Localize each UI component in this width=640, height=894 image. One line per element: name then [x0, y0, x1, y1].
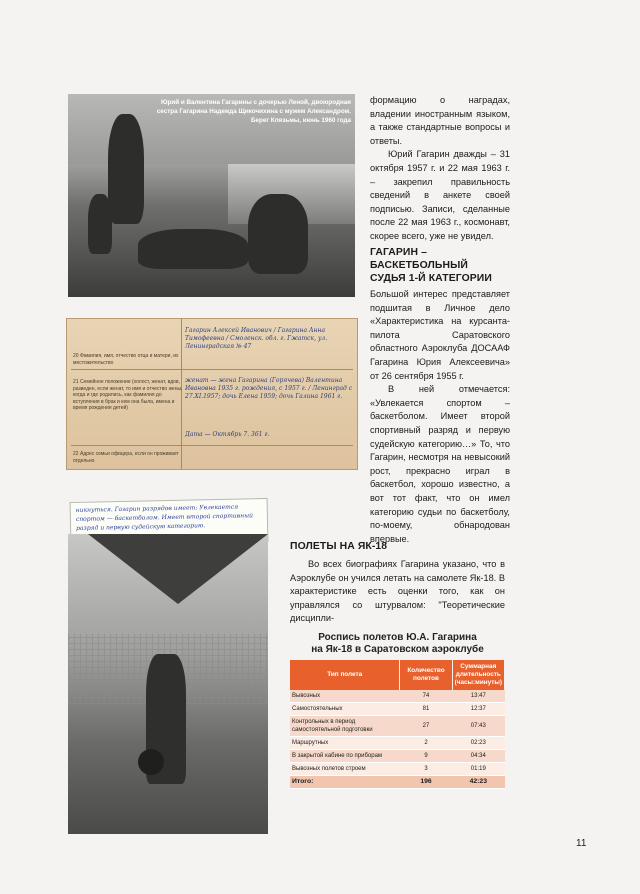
- cell: 9: [400, 750, 452, 763]
- table-title: [290, 632, 505, 656]
- cell: Маршрутных: [290, 737, 400, 750]
- cell: 13:47: [452, 690, 504, 703]
- doc-handwriting: Гагарин Алексей Иванович / Гагарина Анна Тимофеевна / Смоленск. обл. г. Гжатск, ул. Ленинградская № 47: [185, 327, 328, 350]
- cell: 27: [400, 716, 452, 737]
- column-header: Количество полетов: [400, 660, 452, 690]
- cell: Контрольных в период самостоятельной подготовки: [290, 716, 400, 737]
- text-block-intro: [370, 94, 510, 244]
- cell: 01:19: [452, 763, 504, 776]
- photo-caption: Юрий и Валентина Гагарины с дочерью Леной, двоюродная сестра Гагарина Надежда Щикочихина с мужем Александром. Берег Клязьмы, июнь 1960 года: [156, 99, 351, 124]
- text-block-basketball: [370, 288, 510, 546]
- paragraph: формацию о наградах, владении иностранным языком, а также стандартные вопросы и ответы.: [370, 95, 510, 146]
- cell: 3: [400, 763, 452, 776]
- doc-rule: [71, 445, 353, 446]
- section-heading-yak18: ПОЛЕТЫ НА ЯК-18: [290, 541, 388, 552]
- handwritten-note: никнуться. Гагарин разрядов имеет: Увлекается спортом — баскетболом. Имеет второй спортивный разряд и первую судейскую категорию.: [70, 498, 269, 546]
- table-title-line: Роспись полетов Ю.А. Гагарина: [318, 632, 477, 643]
- doc-label: 20 Фамилия, имя, отчество отца и матери, их местожительство: [73, 353, 179, 366]
- basketball-photo: [68, 534, 268, 834]
- doc-label: 22 Адрес семьи офицера, если он проживает отдельно: [73, 451, 179, 464]
- doc-handwriting: Дата — Октябрь 7. 361 г.: [185, 431, 270, 438]
- heading-line: БАСКЕТБОЛЬНЫЙ: [370, 260, 468, 271]
- table-row: [290, 750, 505, 763]
- cell: Вывозных полетов строем: [290, 763, 400, 776]
- photo-ball: [138, 749, 164, 775]
- table-row: [290, 737, 505, 750]
- table-title-line: на Як-18 в Саратовском аэроклубе: [311, 644, 484, 655]
- page-number: 11: [576, 838, 587, 849]
- photo-figure-woman: [108, 114, 144, 224]
- cell: 02:23: [452, 737, 504, 750]
- doc-rule: [71, 369, 353, 370]
- table-row: [290, 703, 505, 716]
- photo-figure-man-lying: [138, 229, 248, 269]
- doc-handwriting: женат — жена Гагарина (Горячева) Валентина Ивановна 1935 г. рождения, с 1957 г. / Ленинград с 27.XI.1957; дочь Елена 1959; дочь Галина 1961 г.: [185, 377, 353, 400]
- table-row: [290, 763, 505, 776]
- cell: Итого:: [290, 776, 400, 789]
- family-photo: [68, 94, 355, 297]
- flights-table: [290, 632, 505, 789]
- column-header: Суммарная длительность (часы:минуты): [452, 660, 504, 690]
- cell: 07:43: [452, 716, 504, 737]
- cell: 04:34: [452, 750, 504, 763]
- paragraph: Большой интерес представляет подшитая в Личное дело «Характеристика на курсанта-пилота Саратовского областного Аэроклуба ДОСААФ Гагарина Юрия Алексеевича» от 26 сентября 1955 г.: [370, 289, 510, 381]
- cell: Вывозных: [290, 690, 400, 703]
- archival-document: [66, 318, 358, 470]
- paragraph: Во всех биографиях Гагарина указано, что в Аэроклубе он учился летать на самолете Як-18. В характеристике есть оценки того, как он управлялся со штурвалом: "Теоретические дисципли-: [290, 559, 505, 624]
- photo-figure-man: [248, 194, 308, 274]
- paragraph: В ней отмечается: «Увлекается спортом – баскетболом. Имеет второй спортивный разряд и первую судейскую категорию…» То, что Гагарин, несмотря на невысокий рост, прекрасно играл в баскетбол, хорошо известно, а вот тот факт, что он имел категорию судьи по баскетболу, по-моему, обнародован впервые.: [370, 384, 510, 544]
- cell: 42:23: [452, 776, 504, 789]
- cell: 81: [400, 703, 452, 716]
- photo-roof: [88, 534, 268, 604]
- paragraph: Юрий Гагарин дважды – 31 октября 1957 г. и 22 мая 1963 г. – закрепил правильность сведений в анкете своей подписью. Записи, сделанные после 22 мая 1963 г., космонавт, скорее всего, уже не увидел.: [370, 149, 510, 241]
- column-header: Тип полета: [290, 660, 400, 690]
- text-block-yak18: [290, 558, 505, 626]
- table-row: [290, 690, 505, 703]
- cell: 2: [400, 737, 452, 750]
- cell: 196: [400, 776, 452, 789]
- cell: 12:37: [452, 703, 504, 716]
- table-row: [290, 716, 505, 737]
- heading-line: ГАГАРИН –: [370, 247, 427, 258]
- table-total-row: [290, 776, 505, 789]
- section-heading-basketball: [370, 246, 510, 285]
- cell: 74: [400, 690, 452, 703]
- table: [290, 660, 505, 789]
- table-header-row: [290, 660, 505, 690]
- doc-label: 21 Семейное положение (холост, женат, вдов, разведен, если женат, то имя и отчество жены, когда и где родились, как фамилия до вступления в брак и кем она была, имена и время рождения детей): [73, 379, 183, 411]
- heading-line: СУДЬЯ 1-Й КАТЕГОРИИ: [370, 273, 492, 284]
- cell: Самостоятельных: [290, 703, 400, 716]
- cell: В закрытой кабине по приборам: [290, 750, 400, 763]
- photo-figure-child: [88, 194, 112, 254]
